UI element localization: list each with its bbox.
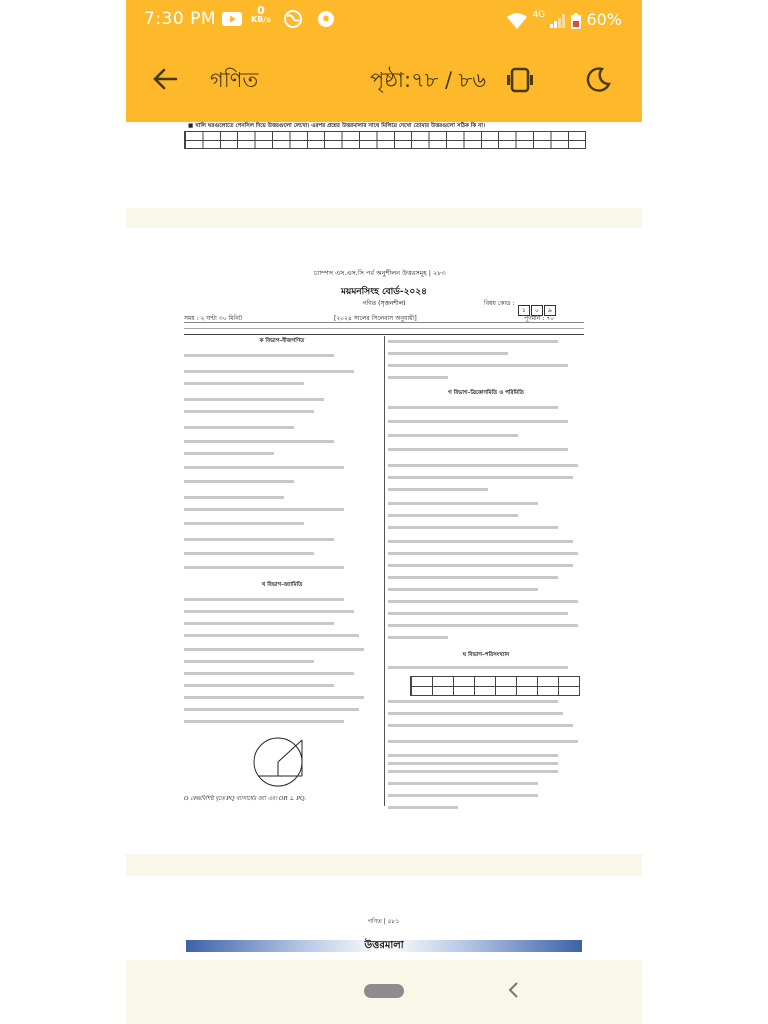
code-digit: ১: [518, 305, 530, 316]
status-bar: [126, 0, 642, 38]
arrow-left-icon[interactable]: [152, 66, 178, 96]
figure-caption: O কেন্দ্রবিশিষ্ট বৃত্তে PQ ব্যাসার্ধের জ্যা এবং OR ⊥ PQ.: [184, 796, 306, 802]
answer-banner: [186, 940, 582, 952]
home-pill[interactable]: [364, 984, 404, 998]
signal-icon: [550, 14, 566, 28]
battery-icon: [571, 13, 581, 29]
answer-grid: [184, 131, 586, 149]
status-right: [507, 10, 622, 29]
page-indicator[interactable]: পৃষ্ঠা:৭৮ / ৮৬: [370, 68, 487, 92]
section-heading: ক বিভাগ–বীজগণিত: [259, 338, 305, 344]
phone-rotate-icon[interactable]: [506, 66, 534, 98]
data-table: [410, 676, 580, 696]
app-bar: [126, 50, 642, 112]
answer-grid-note: ■ খালি ঘরগুলোতে পেনসিল দিয়ে উত্তরগুলো লেখো। এরপর প্রশ্নের উত্তরমালার সাথে মিলিয়ে দেখো তোমার উত্তরগুলো সঠিক কি না।: [188, 123, 485, 129]
system-nav-bar: [126, 960, 642, 1024]
page-gap: [126, 854, 642, 876]
reader-screen: [126, 0, 642, 1024]
youtube-icon: [222, 11, 242, 30]
section-heading: ঘ বিভাগ–পরিসংখ্যান: [462, 652, 510, 658]
code-label: বিষয় কোড :: [484, 300, 515, 307]
section-heading: খ বিভাগ–জ্যামিতি: [261, 582, 303, 588]
moon-icon[interactable]: [584, 66, 612, 98]
chevron-left-icon[interactable]: [506, 980, 520, 1004]
battery-level: 60%: [586, 10, 622, 29]
document-viewer[interactable]: [126, 122, 642, 960]
page-header: চ্যাম্পস এস.এস.সি পর্ব অনুশীলন উত্তরসমূহ | ২৮৩: [314, 269, 446, 277]
subject-line: গণিত (সৃজনশীল): [362, 300, 406, 307]
net-speed: 0 KB/s: [251, 4, 271, 24]
network-type: 4G: [532, 10, 546, 20]
top-bar: [126, 0, 642, 122]
answer-label: উত্তরমালা: [364, 940, 404, 951]
code-digit: ০: [531, 305, 543, 316]
left-column: [184, 336, 380, 806]
time-line: সময় : ২ ঘণ্টা ৩০ মিনিট: [184, 315, 243, 322]
exam-page: [184, 268, 584, 808]
page-footer: গণিত | ৫৮১: [368, 918, 400, 925]
syllabus-line: [২০২৪ সালের সিলেবাস অনুযায়ী]: [334, 315, 417, 322]
globe-icon: [282, 9, 304, 33]
marks-line: পূর্ণমান : ৭০: [524, 315, 554, 322]
code-digit: ৯: [544, 305, 556, 316]
circle-figure: [250, 732, 310, 792]
page-gap: [126, 208, 642, 228]
board-title: ময়মনসিংহ বোর্ড-২০২৪: [341, 287, 427, 297]
right-column: [388, 336, 584, 806]
football-icon: [316, 9, 336, 33]
wifi-icon: [507, 13, 527, 29]
book-title: গণিত: [210, 68, 259, 92]
status-time: 7:30 PM: [144, 9, 216, 29]
section-heading: গ বিভাগ–ত্রিকোণমিতি ও পরিমিতি: [448, 390, 524, 396]
